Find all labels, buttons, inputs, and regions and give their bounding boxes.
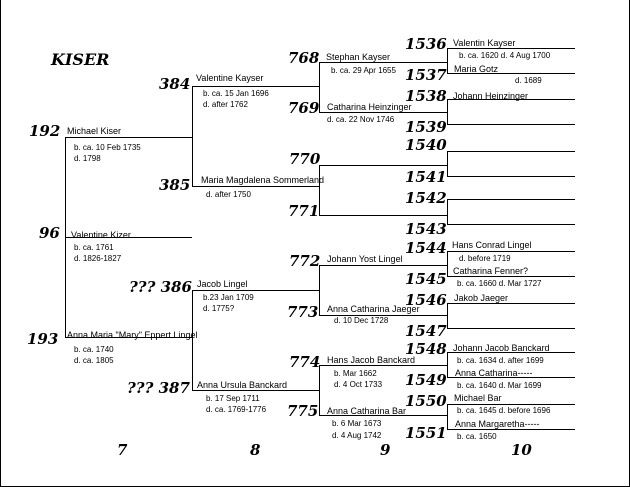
line-1545 [447, 276, 575, 277]
line-1541 [447, 176, 575, 177]
line-1543 [447, 224, 575, 225]
ancestor-dates: b. ca. 1634 d. after 1699 [457, 356, 544, 365]
ancestor-death: d. 4 Oct 1733 [334, 380, 383, 389]
ancestor-number: 193 [27, 330, 59, 348]
ancestor-name: Michael Kiser [67, 126, 122, 136]
ancestor-number: 770 [289, 150, 321, 168]
bracket-387 [319, 365, 320, 415]
ancestor-dates: b. ca. 1620 d. 4 Aug 1700 [459, 51, 551, 60]
ancestor-birth: b. ca. 1740 [74, 345, 114, 354]
ancestor-number: 384 [159, 75, 191, 93]
ancestor-number: 1546 [405, 291, 447, 309]
line-1536 [447, 48, 575, 49]
line-192 [65, 137, 192, 138]
ancestor-death: d. ca. 22 Nov 1746 [327, 115, 395, 124]
ancestor-number: 1539 [405, 118, 447, 136]
ancestor-number: 771 [288, 202, 320, 220]
ancestor-number: 772 [289, 252, 321, 270]
ancestor-number: 1542 [405, 189, 447, 207]
ancestor-name: Anna Maria "Mary" Eppert Lingel [67, 330, 198, 340]
ancestor-birth: b. 6 Mar 1673 [332, 419, 382, 428]
ancestor-name: Johann Yost Lingel [327, 254, 403, 264]
bracket-771 [447, 199, 448, 224]
bracket-769 [447, 99, 448, 124]
bracket-775 [447, 404, 448, 429]
ancestor-dates: d. before 1719 [459, 254, 511, 263]
ancestor-number: 1550 [405, 392, 447, 410]
ancestor-dates: b. ca. 1645 d. before 1696 [457, 406, 551, 415]
bracket-772 [447, 251, 448, 276]
line-771 [319, 215, 447, 216]
ancestor-dates: d. 1689 [515, 76, 542, 85]
bracket-773 [447, 303, 448, 328]
line-768 [319, 62, 447, 63]
ancestor-name: Valentine Kayser [196, 73, 264, 83]
ancestor-number: 1548 [405, 340, 447, 358]
ancestor-death: d. 1798 [74, 154, 101, 163]
ancestor-death: d. after 1750 [206, 190, 251, 199]
ancestor-number: 1547 [405, 322, 447, 340]
bracket-192 [192, 86, 193, 186]
ancestor-number: ??? 386 [129, 278, 192, 296]
ancestor-number: 769 [288, 99, 320, 117]
line-770 [319, 165, 447, 166]
ancestor-death: d. 10 Dec 1728 [334, 316, 389, 325]
ancestor-birth: b. ca. 10 Feb 1735 [74, 143, 141, 152]
ancestor-death: d. after 1762 [203, 100, 248, 109]
line-1540 [447, 151, 575, 152]
ancestor-number: 385 [159, 176, 191, 194]
ancestor-number: 1540 [405, 136, 447, 154]
ancestor-name: Valentine Kizer [71, 230, 131, 240]
ancestor-dates: b. ca. 1640 d. Mar 1699 [457, 381, 542, 390]
ancestor-death: d. 4 Aug 1742 [332, 431, 382, 440]
bracket-96 [65, 137, 66, 337]
ancestor-number: 192 [29, 122, 61, 140]
ancestor-number: 768 [288, 49, 320, 67]
ancestor-birth: b.23 Jan 1709 [203, 293, 254, 302]
ancestor-number: 774 [289, 353, 321, 371]
chart-title: KISER [51, 50, 110, 69]
line-387 [192, 390, 319, 391]
bracket-774 [447, 352, 448, 377]
bracket-770 [447, 151, 448, 176]
ancestor-number: 1545 [405, 270, 447, 288]
ancestor-name: Michael Bar [454, 393, 502, 403]
ancestor-death: d. 1826-1827 [74, 254, 122, 263]
generation-label: 8 [250, 441, 261, 459]
bracket-768 [447, 48, 448, 73]
line-772 [319, 265, 447, 266]
line-774 [319, 365, 447, 366]
bracket-193 [192, 290, 193, 390]
line-1546 [447, 303, 575, 304]
line-1544 [447, 251, 575, 252]
line-1551 [447, 429, 575, 430]
ancestor-name: Maria Gotz [454, 64, 499, 74]
ancestor-name: Anna Catharina Bar [327, 406, 407, 416]
ancestor-birth: b. ca. 1761 [74, 243, 114, 252]
ancestor-name: Maria Magdalena Sommerland [201, 175, 325, 185]
ancestor-number: 1538 [405, 87, 447, 105]
ancestor-dates: b. ca. 1650 [457, 432, 497, 441]
ancestor-number: 1541 [405, 168, 447, 186]
line-769 [319, 112, 447, 113]
ancestor-number: 1543 [405, 220, 447, 238]
ancestor-number: 96 [39, 224, 60, 242]
ancestor-name: Anna Ursula Banckard [197, 380, 288, 390]
ancestor-number: 1551 [405, 424, 447, 442]
ancestor-name: Johann Heinzinger [453, 91, 529, 101]
ancestor-number: 1544 [405, 239, 447, 257]
ancestor-name: Catharina Fenner? [453, 266, 529, 276]
generation-label: 9 [380, 441, 391, 459]
ancestor-number: 1536 [405, 35, 447, 53]
ancestor-name: Jacob Lingel [197, 279, 248, 289]
ancestor-dates: b. ca. 1660 d. Mar 1727 [457, 279, 542, 288]
line-1539 [447, 124, 575, 125]
ancestor-death: d. ca. 1805 [74, 356, 114, 365]
line-386 [192, 290, 319, 291]
ancestor-name: Johann Jacob Banckard [453, 343, 550, 353]
ancestor-name: Valentin Kayser [453, 38, 516, 48]
line-1550 [447, 404, 575, 405]
bracket-386 [319, 265, 320, 315]
generation-label: 10 [511, 441, 532, 459]
ancestor-number: 773 [287, 303, 319, 321]
ancestor-name: Anna Catharina Jaeger [327, 304, 420, 314]
ancestor-name: Jakob Jaeger [454, 293, 509, 303]
ancestor-name: Anna Margaretha----- [455, 419, 540, 429]
ancestor-birth: b. ca. 29 Apr 1655 [331, 66, 396, 75]
line-1547 [447, 328, 575, 329]
ancestor-number: 775 [287, 402, 319, 420]
ancestor-number: 1549 [405, 371, 447, 389]
ancestor-name: Stephan Kayser [326, 52, 391, 62]
ancestor-birth: b. ca. 15 Jan 1696 [203, 89, 269, 98]
ancestor-birth: b. Mar 1662 [334, 369, 377, 378]
ancestor-birth: b. 17 Sep 1711 [206, 394, 260, 403]
line-1542 [447, 199, 575, 200]
ancestor-name: Catharina Heinzinger [327, 102, 412, 112]
ancestor-death: d. 1775? [203, 304, 235, 313]
ancestor-number: 1537 [405, 66, 447, 84]
line-385 [192, 186, 319, 187]
ancestor-name: Hans Conrad Lingel [452, 240, 532, 250]
ancestor-name: Hans Jacob Banckard [327, 355, 416, 365]
ancestor-name: Anna Catharina----- [455, 368, 533, 378]
ancestor-number: ??? 387 [127, 379, 190, 397]
ancestor-death: d. ca. 1769-1776 [206, 405, 267, 414]
line-384 [192, 86, 319, 87]
generation-label: 7 [117, 441, 128, 459]
